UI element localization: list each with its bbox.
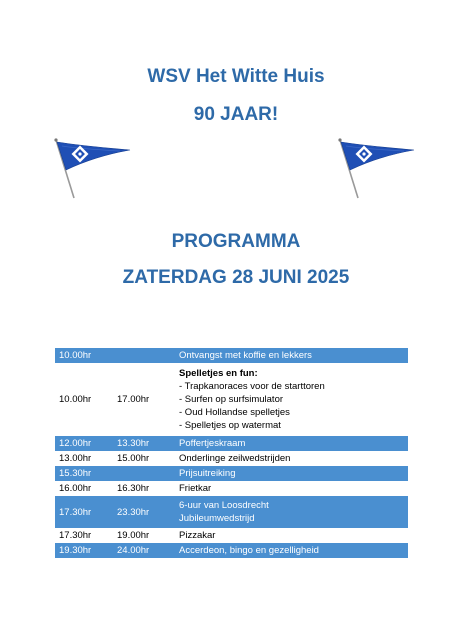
table-row [55,528,408,543]
activity-item: - Surfen op surfsimulator [179,394,284,405]
activity-item: - Oud Hollandse spelletjes [179,407,290,418]
table-row [55,481,408,496]
activity-item: - Trapkanoraces voor de starttoren [179,381,325,392]
activity-line: 6-uur van Loosdrecht [179,500,269,511]
activity: Frietkar [175,481,408,496]
table-row [55,451,408,466]
end-time: 16.30hr [113,481,175,496]
start-time: 12.00hr [55,436,113,451]
anniversary-subtitle: 90 JAAR! [193,104,279,125]
activity: Accerdeon, bingo en gezelligheid [175,543,408,558]
activity: Prijsuitreiking [175,466,408,481]
start-time: 15.30hr [55,466,113,481]
activity [175,363,408,436]
activity-line: Jubileumwedstrijd [179,513,255,524]
table-row [55,363,408,436]
activity: Ontvangst met koffie en lekkers [175,348,408,363]
activity: Poffertjeskraam [175,436,408,451]
start-time: 16.00hr [55,481,113,496]
start-time: 10.00hr [55,363,113,436]
activity: Pizzakar [175,528,408,543]
activity-title: Spelletjes en fun: [179,368,258,379]
activity [175,496,408,528]
pennant-flag-icon [336,136,416,200]
end-time [113,466,175,481]
activity-item: - Spelletjes op watermat [179,420,281,431]
end-time: 13.30hr [113,436,175,451]
table-row [55,543,408,558]
event-date: ZATERDAG 28 JUNI 2025 [122,267,350,288]
start-time: 17.30hr [55,496,113,528]
end-time: 24.00hr [113,543,175,558]
end-time [113,348,175,363]
end-time: 19.00hr [113,528,175,543]
start-time: 13.00hr [55,451,113,466]
start-time: 17.30hr [55,528,113,543]
table-row [55,348,408,363]
end-time: 23.30hr [113,496,175,528]
page-title: WSV Het Witte Huis [147,66,325,87]
table-row [55,496,408,528]
start-time: 19.30hr [55,543,113,558]
activity: Onderlinge zeilwedstrijden [175,451,408,466]
pennant-flag-icon [52,136,132,200]
programma-heading: PROGRAMMA [171,231,301,252]
end-time: 15.00hr [113,451,175,466]
schedule-table [55,348,408,558]
table-row [55,466,408,481]
table-row [55,436,408,451]
end-time: 17.00hr [113,363,175,436]
start-time: 10.00hr [55,348,113,363]
